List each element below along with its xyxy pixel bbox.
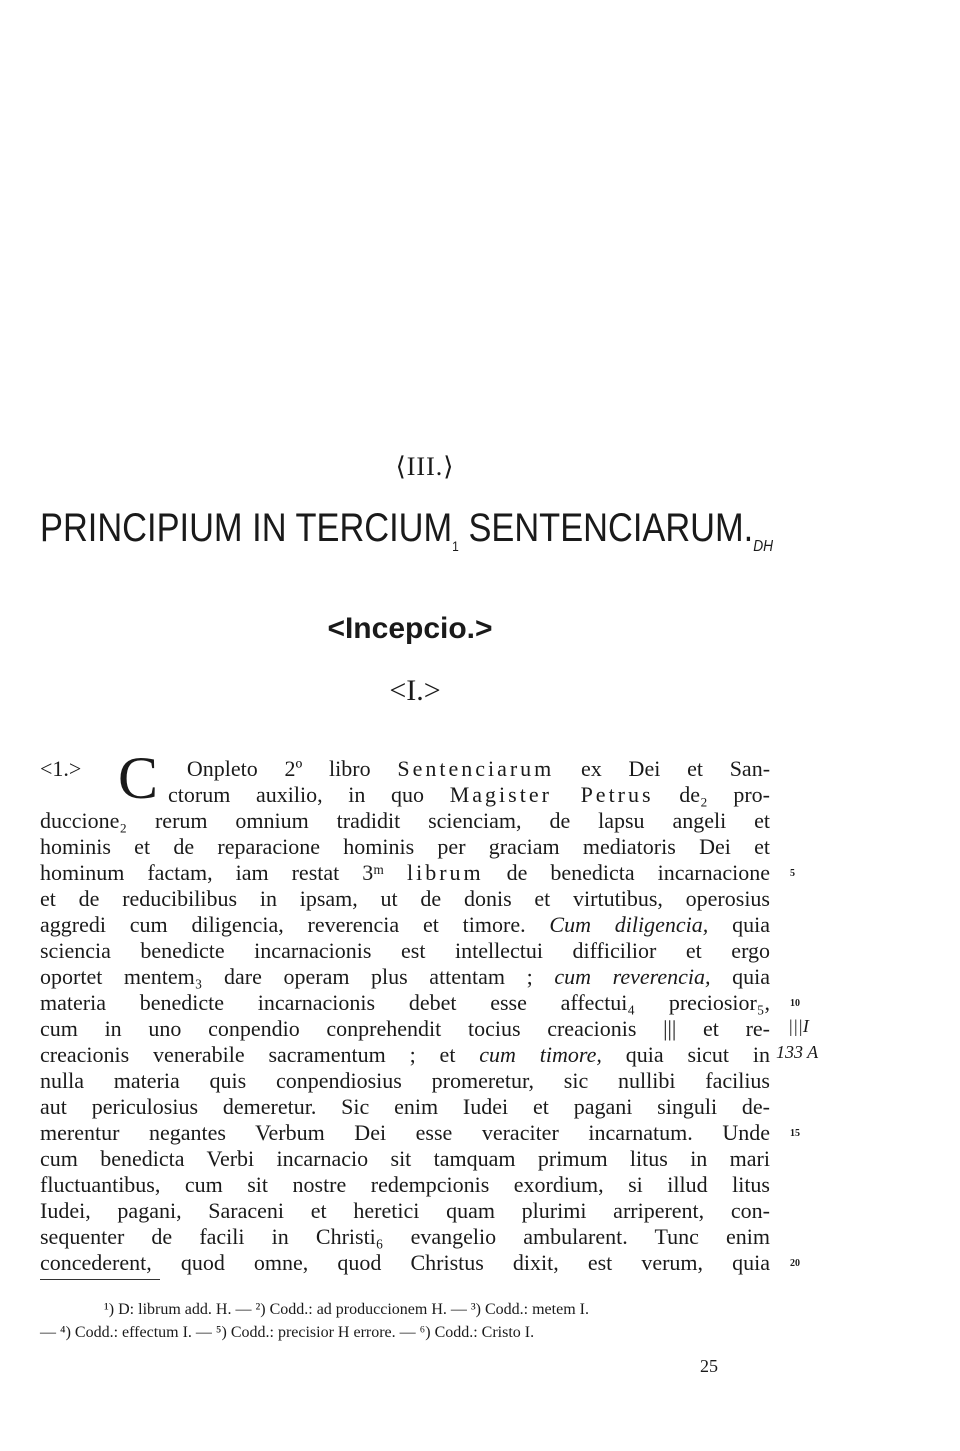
text-segment: quia bbox=[708, 912, 770, 937]
text-line bbox=[40, 756, 770, 782]
title-sigla: DH bbox=[753, 538, 774, 555]
spaced-text: Magister Petrus bbox=[449, 782, 654, 807]
text-line: duccione₂ rerum omnium tradidit scienciam, de lapsu angeli et bbox=[40, 808, 770, 833]
text-line: sequenter de facili in Christi₆ evangelio ambularent. Tunc enim bbox=[40, 1224, 770, 1249]
italic-text: Cum diligencia, bbox=[549, 912, 709, 937]
text-line: materia benedicte incarnacionis debet esse affectui₄ preciosior₅, bbox=[40, 990, 770, 1015]
line-number: 5 bbox=[790, 868, 795, 879]
spaced-text: Sentenciarum bbox=[397, 756, 555, 781]
footnote-rule bbox=[40, 1279, 160, 1280]
text-segment: aggredi cum diligencia, reverencia et timore. bbox=[40, 912, 550, 937]
text-line: cum in uno conpendio conprehendit tocius creacionis ||| et re- bbox=[40, 1016, 770, 1041]
text-segment: creacionis venerabile sacramentum ; et bbox=[40, 1042, 480, 1067]
text-segment: de benedicta incarnacione bbox=[483, 860, 770, 885]
text-segment: ctorum auxilio, in quo bbox=[168, 782, 450, 807]
subsection-number: <I.> bbox=[389, 674, 441, 707]
text-line: hominis et de reparacione hominis per graciam mediatoris Dei et bbox=[40, 834, 770, 859]
page-title bbox=[40, 506, 774, 556]
line-number: 10 bbox=[790, 998, 800, 1009]
drop-cap: C bbox=[118, 745, 159, 811]
margin-note: 133 A bbox=[776, 1042, 819, 1062]
text-line: merentur negantes Verbum Dei esse veraciter incarnatum. Unde bbox=[40, 1120, 770, 1145]
text-line bbox=[168, 782, 770, 808]
page-number: 25 bbox=[700, 1356, 718, 1376]
text-line bbox=[40, 912, 770, 938]
text-line: nulla materia quis conpendiosius promeretur, sic nullibi facilius bbox=[40, 1068, 770, 1093]
title-sub-number: 1 bbox=[452, 538, 459, 554]
margin-note: |||I bbox=[788, 1016, 809, 1036]
spaced-text: librum bbox=[406, 860, 484, 885]
text-line: cum benedicta Verbi incarnacio sit tamquam primum litus in mari bbox=[40, 1146, 770, 1171]
text-segment: hominum factam, iam restat 3ᵐ bbox=[40, 860, 407, 885]
text-line bbox=[40, 1042, 770, 1068]
text-segment: oportet mentem₃ dare operam plus attentam ; bbox=[40, 964, 555, 989]
text-line: et de reducibilibus in ipsam, ut de donis et virtutibus, operosius bbox=[40, 886, 770, 911]
text-segment: de₂ pro- bbox=[653, 782, 770, 807]
paragraph-number: <1.> bbox=[40, 756, 82, 781]
text-line: aut periculosius demeretur. Sic enim Iudei et pagani singuli de- bbox=[40, 1094, 770, 1119]
text-segment: ex Dei et San- bbox=[554, 756, 771, 781]
text-segment: quia sicut in bbox=[601, 1042, 770, 1067]
text-segment: Onpleto 2º libro bbox=[186, 756, 398, 781]
text-line bbox=[40, 964, 770, 990]
section-number: ⟨III.⟩ bbox=[395, 452, 455, 481]
line-number: 20 bbox=[790, 1258, 800, 1269]
footnote-line: — ⁴) Codd.: effectum I. — ⁵) Codd.: precisior H errore. — ⁶) Codd.: Cristo I. bbox=[40, 1324, 535, 1341]
text-segment: quia bbox=[710, 964, 770, 989]
text-line: fluctuantibus, cum sit nostre redempcionis exordium, si illud litus bbox=[40, 1172, 770, 1197]
italic-text: cum timore, bbox=[479, 1042, 602, 1067]
title-rest: SENTENCIARUM. bbox=[458, 506, 754, 550]
footnote-line: ¹) D: librum add. H. — ²) Codd.: ad produccionem H. — ³) Codd.: metem I. bbox=[104, 1301, 589, 1318]
text-line: concederent, quod omne, quod Christus dixit, est verum, quia bbox=[40, 1250, 770, 1275]
text-line bbox=[40, 860, 770, 886]
text-line: Iudei, pagani, Saraceni et heretici quam plurimi arriperent, con- bbox=[40, 1198, 770, 1223]
title-main: PRINCIPIUM IN TERCIUM bbox=[40, 506, 453, 550]
line-number: 15 bbox=[790, 1128, 800, 1139]
text-line: sciencia benedicte incarnacionis est intellectui difficilior et ergo bbox=[40, 938, 770, 963]
italic-text: cum reverencia, bbox=[554, 964, 711, 989]
incepcio-heading: <Incepcio.> bbox=[327, 612, 493, 645]
